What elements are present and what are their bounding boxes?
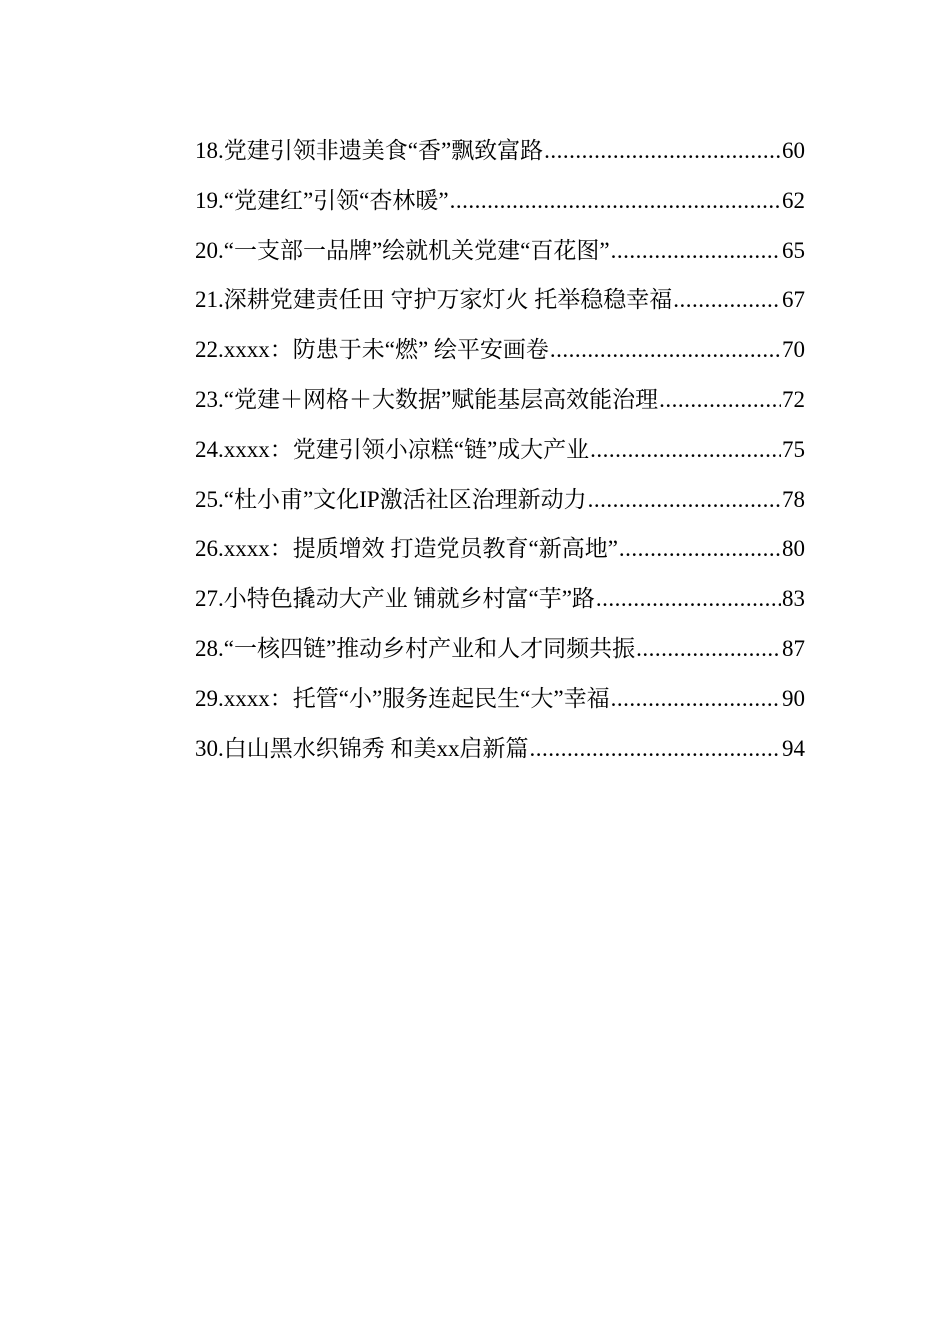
toc-entry-page: 62 (782, 187, 805, 213)
toc-entry-18[interactable] (195, 126, 805, 176)
toc-entry-28[interactable] (195, 624, 805, 674)
toc-entry-19[interactable] (195, 176, 805, 226)
toc-entry-24[interactable] (195, 425, 805, 475)
toc-entry-page: 78 (782, 486, 805, 512)
dot-leader (590, 425, 781, 475)
toc-entry-page: 67 (782, 287, 805, 313)
toc-entry-page: 80 (782, 536, 805, 562)
toc-entry-title: 18.党建引领非遗美食“香”飘致富路 (195, 138, 544, 163)
dot-leader (659, 375, 781, 425)
toc-entry-page: 87 (782, 635, 805, 661)
dot-leader (530, 724, 782, 774)
toc-entry-title: 23.“党建＋网格＋大数据”赋能基层高效能治理 (195, 386, 659, 412)
toc-entry-title: 29.xxxx：托管“小”服务连起民生“大”幸福 (195, 685, 610, 711)
toc-entry-title: 21.深耕党建责任田 守护万家灯火 托举稳稳幸福 (195, 287, 673, 313)
toc-entry-27[interactable] (195, 574, 805, 624)
toc-entry-page: 65 (782, 237, 805, 263)
toc-entry-23[interactable] (195, 375, 805, 425)
toc-entry-29[interactable] (195, 674, 805, 724)
toc-entry-title: 27.小特色撬动大产业 铺就乡村富“芋”路 (195, 586, 595, 612)
toc-entry-title: 20.“一支部一品牌”绘就机关党建“百花图” (195, 237, 610, 263)
dot-leader (550, 325, 781, 375)
dot-leader (619, 524, 781, 574)
toc-entry-title: 25.“杜小甫”文化IP激活社区治理新动力 (195, 486, 587, 512)
dot-leader (611, 226, 781, 276)
toc-entry-26[interactable] (195, 524, 805, 574)
toc-entry-25[interactable] (195, 475, 805, 525)
toc-entry-page: 83 (782, 586, 805, 612)
dot-leader (636, 624, 781, 674)
toc-entry-20[interactable] (195, 226, 805, 276)
dot-leader (673, 275, 781, 325)
toc-entry-page: 75 (782, 436, 805, 462)
toc-entry-title: 28.“一核四链”推动乡村产业和人才同频共振 (195, 635, 636, 661)
toc-entry-title: 22.xxxx：防患于未“燃” 绘平安画卷 (195, 337, 549, 363)
toc-entry-21[interactable] (195, 275, 805, 325)
toc-entry-title: 24.xxxx：党建引领小凉糕“链”成大产业 (195, 436, 590, 462)
toc-entry-page: 60 (782, 138, 805, 163)
dot-leader (544, 126, 781, 176)
toc-entry-30[interactable] (195, 724, 805, 774)
dot-leader (611, 674, 781, 724)
toc-entry-22[interactable] (195, 325, 805, 375)
toc-entry-title: 26.xxxx：提质增效 打造党员教育“新高地” (195, 536, 618, 562)
table-of-contents (195, 126, 805, 773)
toc-entry-page: 70 (782, 337, 805, 363)
dot-leader (588, 475, 781, 525)
dot-leader (450, 176, 781, 226)
toc-entry-page: 94 (782, 735, 805, 761)
toc-entry-page: 72 (782, 386, 805, 412)
dot-leader (596, 574, 781, 624)
toc-entry-page: 90 (782, 685, 805, 711)
toc-entry-title: 19.“党建红”引领“杏林暖” (195, 187, 449, 213)
toc-entry-title: 30.白山黑水织锦秀 和美xx启新篇 (195, 735, 529, 761)
